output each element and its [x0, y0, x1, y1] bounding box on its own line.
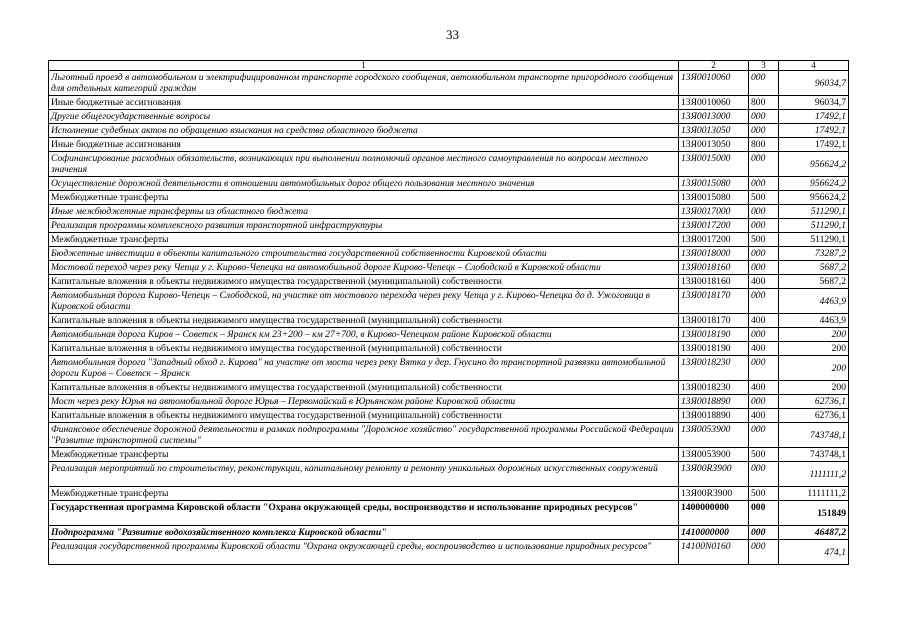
row-code-cell: 13Я0018170 — [679, 314, 749, 328]
row-type-cell: 000 — [749, 219, 779, 233]
table-row — [49, 71, 849, 96]
row-amount-cell: 17492,1 — [779, 124, 849, 138]
row-type-cell: 500 — [749, 487, 779, 501]
row-amount-cell: 200 — [779, 328, 849, 342]
row-amount-cell: 474,1 — [779, 540, 849, 565]
table-header-row — [49, 61, 849, 71]
row-name-cell: Реализация мероприятий по строительству, реконструкции, капитальному ремонту и ремонту уникальных дорожных искусственных сооружений — [49, 462, 679, 487]
row-type-cell: 000 — [749, 540, 779, 565]
row-code-cell: 13Я0018230 — [679, 356, 749, 381]
row-code-cell: 13Я00R3900 — [679, 487, 749, 501]
row-amount-cell: 1111111,2 — [779, 487, 849, 501]
table-row — [49, 381, 849, 395]
row-amount-cell: 73287,2 — [779, 247, 849, 261]
row-name-cell: Осуществление дорожной деятельности в отношении автомобильных дорог общего пользования местного значения — [49, 177, 679, 191]
table-row — [49, 138, 849, 152]
table-row — [49, 526, 849, 540]
row-name-cell: Автомобильная дорога Киров – Советск – Яранск км 23+200 – км 27+700, в Кирово-Чепецком районе Кировской области — [49, 328, 679, 342]
row-code-cell: 13Я0010060 — [679, 96, 749, 110]
row-code-cell: 13Я0018230 — [679, 381, 749, 395]
row-name-cell: Софинансирование расходных обязательств, возникающих при выполнении полномочий органов местного самоуправления по вопросам местного значения — [49, 152, 679, 177]
table-row — [49, 314, 849, 328]
row-code-cell: 14100N0160 — [679, 540, 749, 565]
row-name-cell: Иные межбюджетные трансферты из областного бюджета — [49, 205, 679, 219]
row-type-cell: 000 — [749, 526, 779, 540]
row-code-cell: 13Я0053900 — [679, 423, 749, 448]
row-amount-cell: 743748,1 — [779, 448, 849, 462]
row-amount-cell: 743748,1 — [779, 423, 849, 448]
row-amount-cell: 4463,9 — [779, 289, 849, 314]
row-name-cell: Межбюджетные трансферты — [49, 448, 679, 462]
header-col-4: 4 — [779, 61, 849, 71]
table-row — [49, 462, 849, 487]
table-row — [49, 448, 849, 462]
table-body — [49, 71, 849, 565]
row-name-cell: Капитальные вложения в объекты недвижимого имущества государственной (муниципальной) собственности — [49, 275, 679, 289]
row-name-cell: Межбюджетные трансферты — [49, 487, 679, 501]
table-row — [49, 409, 849, 423]
row-type-cell: 400 — [749, 409, 779, 423]
table-row — [49, 328, 849, 342]
table-row — [49, 275, 849, 289]
header-col-3: 3 — [749, 61, 779, 71]
row-name-cell: Межбюджетные трансферты — [49, 233, 679, 247]
row-code-cell: 13Я0018890 — [679, 409, 749, 423]
table-row — [49, 487, 849, 501]
table-row — [49, 342, 849, 356]
row-type-cell: 500 — [749, 191, 779, 205]
row-amount-cell: 62736,1 — [779, 395, 849, 409]
page-number: 33 — [446, 27, 459, 42]
row-code-cell: 13Я0015080 — [679, 191, 749, 205]
row-type-cell: 000 — [749, 501, 779, 526]
row-code-cell: 13Я0018170 — [679, 289, 749, 314]
table-row — [49, 395, 849, 409]
row-type-cell: 400 — [749, 342, 779, 356]
row-code-cell: 13Я0015080 — [679, 177, 749, 191]
row-type-cell: 500 — [749, 448, 779, 462]
table-row — [49, 110, 849, 124]
row-name-cell: Реализация государственной программы Кировской области "Охрана окружающей среды, воспроизводство и использование природных ресурсов" — [49, 540, 679, 565]
row-amount-cell: 956624,2 — [779, 191, 849, 205]
table-row — [49, 205, 849, 219]
table-row — [49, 261, 849, 275]
row-name-cell: Бюджетные инвестиции в объекты капитального строительства государственной собственности Кировской области — [49, 247, 679, 261]
row-type-cell: 400 — [749, 381, 779, 395]
row-name-cell: Иные бюджетные ассигнования — [49, 96, 679, 110]
row-name-cell: Льготный проезд в автомобильном и электрифицированном транспорте городского сообщения, автомобильном транспорте пригородного сообщения для отдельных категорий граждан — [49, 71, 679, 96]
row-code-cell: 13Я0013050 — [679, 138, 749, 152]
row-name-cell: Подпрограмма "Развитие водохозяйственного комплекса Кировской области" — [49, 526, 679, 540]
row-type-cell: 000 — [749, 423, 779, 448]
row-type-cell: 800 — [749, 138, 779, 152]
row-amount-cell: 62736,1 — [779, 409, 849, 423]
row-name-cell: Автомобильная дорога Кирово-Чепецк – Слободской, на участке от мостового перехода через реку Чепца у г. Кирово-Чепецка до д. Ужоговица в Кировской области — [49, 289, 679, 314]
row-name-cell: Государственная программа Кировской области "Охрана окружающей среды, воспроизводство и использование природных ресурсов" — [49, 501, 679, 526]
row-type-cell: 400 — [749, 314, 779, 328]
row-amount-cell: 151849 — [779, 501, 849, 526]
row-code-cell: 13Я0018190 — [679, 342, 749, 356]
row-amount-cell: 46487,2 — [779, 526, 849, 540]
row-amount-cell: 511290,1 — [779, 233, 849, 247]
table-row — [49, 177, 849, 191]
row-type-cell: 000 — [749, 261, 779, 275]
row-name-cell: Мостовой переход через реку Чепца у г. Кирово-Чепецка на автомобильной дороге Кирово-Чепецк – Слободской в Кировской области — [49, 261, 679, 275]
row-type-cell: 000 — [749, 328, 779, 342]
row-code-cell: 13Я0018890 — [679, 395, 749, 409]
row-name-cell: Капитальные вложения в объекты недвижимого имущества государственной (муниципальной) собственности — [49, 381, 679, 395]
row-type-cell: 000 — [749, 71, 779, 96]
row-code-cell: 13Я0017200 — [679, 219, 749, 233]
row-code-cell: 13Я0018190 — [679, 328, 749, 342]
header-col-2: 2 — [679, 61, 749, 71]
row-amount-cell: 511290,1 — [779, 205, 849, 219]
row-code-cell: 13Я0017000 — [679, 205, 749, 219]
table-row — [49, 289, 849, 314]
row-name-cell: Автомобильная дорога "Западный обход г. Кирова" на участке от моста через реку Вятка у дер. Гнусино до транспортной развязки автомобильной дороги Киров – Советск – Яранск — [49, 356, 679, 381]
row-amount-cell: 5687,2 — [779, 275, 849, 289]
row-code-cell: 13Я0018160 — [679, 275, 749, 289]
row-code-cell: 13Я0018000 — [679, 247, 749, 261]
row-name-cell: Мост через реку Юрья на автомобильной дороге Юрья – Первомайский в Юрьянском районе Кировской области — [49, 395, 679, 409]
header-col-1: 1 — [49, 61, 679, 71]
row-code-cell: 13Я0013000 — [679, 110, 749, 124]
row-type-cell: 000 — [749, 205, 779, 219]
row-name-cell: Капитальные вложения в объекты недвижимого имущества государственной (муниципальной) собственности — [49, 342, 679, 356]
row-type-cell: 000 — [749, 110, 779, 124]
row-amount-cell: 5687,2 — [779, 261, 849, 275]
row-code-cell: 13Я0010060 — [679, 71, 749, 96]
table-row — [49, 124, 849, 138]
row-code-cell: 1400000000 — [679, 501, 749, 526]
row-type-cell: 400 — [749, 275, 779, 289]
row-code-cell: 13Я0013050 — [679, 124, 749, 138]
row-type-cell: 800 — [749, 96, 779, 110]
table-row — [49, 501, 849, 526]
budget-table — [48, 60, 849, 565]
row-amount-cell: 956624,2 — [779, 152, 849, 177]
row-amount-cell: 17492,1 — [779, 110, 849, 124]
row-type-cell: 000 — [749, 177, 779, 191]
row-code-cell: 13Я00R3900 — [679, 462, 749, 487]
row-amount-cell: 17492,1 — [779, 138, 849, 152]
row-name-cell: Капитальные вложения в объекты недвижимого имущества государственной (муниципальной) собственности — [49, 314, 679, 328]
row-amount-cell: 96034,7 — [779, 71, 849, 96]
row-code-cell: 13Я0053900 — [679, 448, 749, 462]
row-code-cell: 13Я0018160 — [679, 261, 749, 275]
row-name-cell: Исполнение судебных актов по обращению взыскания на средства областного бюджета — [49, 124, 679, 138]
table-row — [49, 96, 849, 110]
row-type-cell: 000 — [749, 289, 779, 314]
row-amount-cell: 200 — [779, 356, 849, 381]
row-name-cell: Капитальные вложения в объекты недвижимого имущества государственной (муниципальной) собственности — [49, 409, 679, 423]
row-amount-cell: 4463,9 — [779, 314, 849, 328]
row-type-cell: 000 — [749, 395, 779, 409]
table-row — [49, 152, 849, 177]
row-name-cell: Иные бюджетные ассигнования — [49, 138, 679, 152]
row-amount-cell: 1111111,2 — [779, 462, 849, 487]
row-name-cell: Межбюджетные трансферты — [49, 191, 679, 205]
row-name-cell: Реализация программы комплексного развития транспортной инфраструктуры — [49, 219, 679, 233]
row-type-cell: 000 — [749, 152, 779, 177]
row-type-cell: 000 — [749, 462, 779, 487]
table-row — [49, 540, 849, 565]
table-row — [49, 191, 849, 205]
row-amount-cell: 200 — [779, 381, 849, 395]
row-amount-cell: 956624,2 — [779, 177, 849, 191]
row-code-cell: 13Я0017200 — [679, 233, 749, 247]
table-row — [49, 247, 849, 261]
table-row — [49, 423, 849, 448]
row-type-cell: 000 — [749, 247, 779, 261]
row-name-cell: Другие общегосударственные вопросы — [49, 110, 679, 124]
table-row — [49, 219, 849, 233]
row-type-cell: 000 — [749, 356, 779, 381]
table-row — [49, 356, 849, 381]
row-amount-cell: 96034,7 — [779, 96, 849, 110]
row-amount-cell: 511290,1 — [779, 219, 849, 233]
table-row — [49, 233, 849, 247]
row-name-cell: Финансовое обеспечение дорожной деятельности в рамках подпрограммы "Дорожное хозяйство" государственной программы Российской Федерации "Развитие транспортной системы" — [49, 423, 679, 448]
row-code-cell: 13Я0015000 — [679, 152, 749, 177]
row-type-cell: 500 — [749, 233, 779, 247]
row-code-cell: 1410000000 — [679, 526, 749, 540]
row-type-cell: 000 — [749, 124, 779, 138]
row-amount-cell: 200 — [779, 342, 849, 356]
